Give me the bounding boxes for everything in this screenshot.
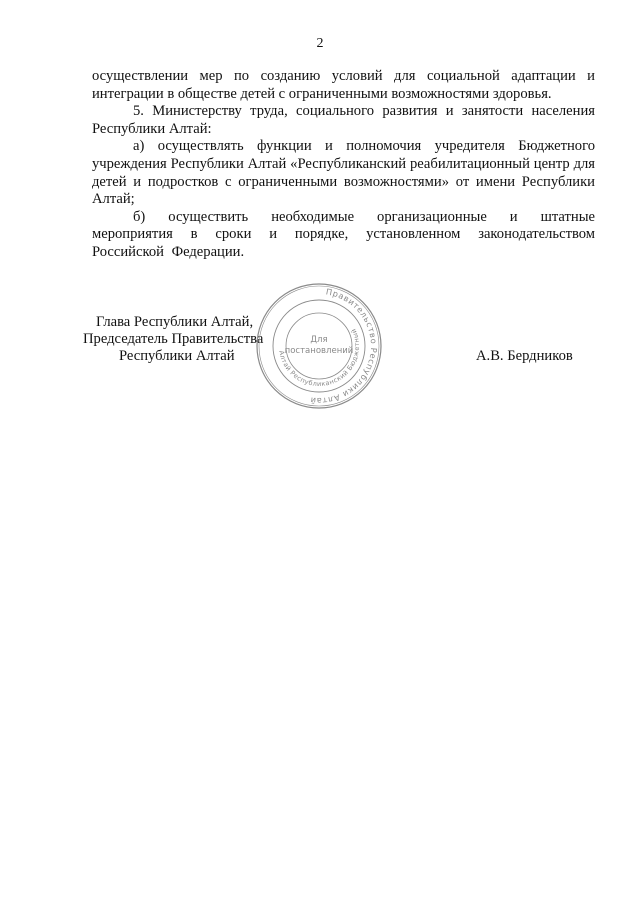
seal-center-text-1: Для [310, 335, 328, 345]
seal-center-text-2: постановлений [284, 346, 354, 356]
official-seal-stamp [254, 281, 384, 411]
signatory-title-line-1: Глава Республики Алтай, [96, 314, 254, 330]
signatory-name: А.В. Бердников [476, 348, 573, 364]
signatory-title-line-2: Председатель Правительства [83, 331, 264, 347]
document-body [92, 68, 595, 262]
paragraph-5: 5. Министерству труда, социального развития и занятости населения Республики Алтай: [92, 103, 595, 137]
page-number: 2 [316, 36, 324, 51]
seal-inner-text: Алтай Республиканский Бюджетный [277, 327, 362, 389]
seal-graphic [254, 281, 384, 411]
paragraph-5a: а) осуществлять функции и полномочия учредителя Бюджетного учреждения Республики Алтай «Республиканский реабилитационный центр для детей и подростков с ограниченными возможностями» от имени Республики Алтай; [92, 138, 595, 208]
signatory-title-line-3: Республики Алтай [119, 348, 235, 364]
seal-outer-text: Правительство Республики Алтай [309, 286, 380, 407]
paragraph-5b: б) осуществить необходимые организационные и штатные мероприятия в сроки и порядке, установленном законодательством Российской Федерации. [92, 208, 595, 260]
paragraph-continuation: осуществлении мер по созданию условий для социальной адаптации и интеграции в обществе детей с ограниченными возможностями здоровья. [92, 68, 595, 102]
